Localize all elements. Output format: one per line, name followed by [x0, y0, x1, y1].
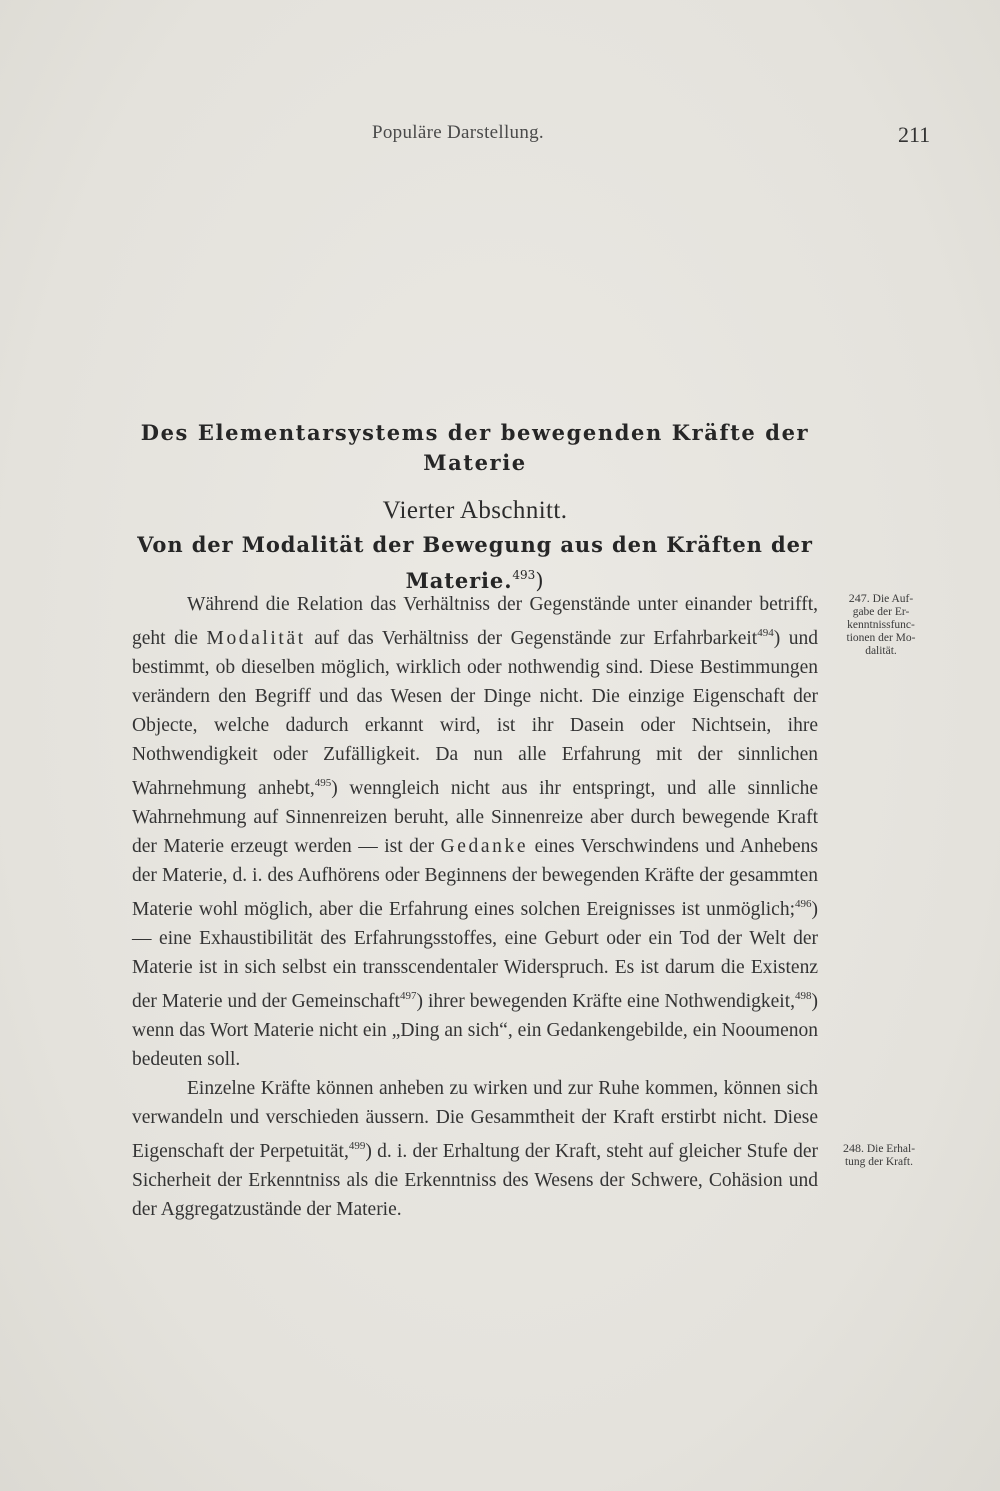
margin-note-text: gabe der Er- — [852, 606, 910, 618]
margin-note-text: dalität. — [865, 645, 897, 657]
margin-note-text: tung der Kraft. — [844, 1156, 914, 1168]
margin-note-248 — [824, 1142, 934, 1169]
footnote-ref-499: 499 — [348, 1140, 366, 1152]
footnote-ref-497: 497 — [399, 990, 417, 1002]
running-head: Populäre Darstellung. — [372, 122, 544, 143]
text-run: Während die Relation das Verhältniss der Gegenstände unter einander betrifft, geht die — [132, 594, 818, 649]
paragraph-1 — [132, 590, 818, 1074]
section-title-word: Materie. — [405, 568, 513, 593]
text-run: eines Verschwindens und Anhebens der Materie, d. i. des Aufhörens oder Beginnens der bewegenden Kräfte der gesammten Materie wohl möglich, aber die Erfahrung eines solchen Ereignisses ist unmöglich; — [132, 836, 818, 920]
page-number: 211 — [898, 122, 931, 147]
footnote-ref-498: 498 — [795, 990, 812, 1002]
text-run: auf das Verhältniss der Gegenstände zur Erfahrbarkeit — [305, 628, 758, 649]
body-text — [132, 590, 818, 1224]
system-title-line-2: Materie — [423, 450, 527, 475]
margin-note-text: Die Auf- — [872, 593, 914, 605]
margin-note-text: Die Erhal- — [866, 1143, 916, 1155]
margin-note-number: 248. — [842, 1141, 864, 1155]
system-title-line-1: Des Elementarsystems der bewegenden Kräfte der — [140, 420, 810, 445]
text-run: ) wenngleich nicht aus ihr entspringt, und alle sinnliche Wahrnehmung auf Sinnenreizen beruht, alle Sinnenreize aber durch bewegende Kraft der Materie erzeugt werden — ist der — [132, 778, 818, 857]
margin-note-text: kenntnissfunc- — [847, 619, 915, 631]
paragraph-2 — [132, 1074, 818, 1224]
section-title-line-1: Von der Modalität der Bewegung aus den Kräften der — [137, 532, 813, 557]
text-run: ) wenn das Wort Materie nicht ein „Ding an sich“, ein Gedankengebilde, ein Nooumenon bedeuten soll. — [132, 991, 819, 1070]
chapter-headings — [120, 418, 830, 596]
margin-note-247 — [826, 592, 936, 658]
footnote-ref-493: 493 — [512, 568, 536, 582]
text-run: ) d. i. der Erhaltung der Kraft, steht auf gleicher Stufe der Sicherheit der Erkenntniss als die Erkenntniss des Wesens der Schwere, Cohäsion und der Aggregatzustände der Materie. — [132, 1141, 818, 1220]
footnote-ref-496: 496 — [795, 898, 812, 910]
section-label: Vierter Abschnitt. — [382, 497, 568, 524]
footnote-ref-495: 495 — [314, 777, 332, 789]
emphasis-gedanke: Gedanke — [440, 836, 529, 857]
footnote-paren: ) — [535, 569, 545, 593]
text-run: Einzelne Kräfte können anheben zu wirken und zur Ruhe kommen, können sich verwandeln und verschieden äussern. Die Gesammtheit der Kraft erstirbt nicht. Diese Eigenschaft der Perpetuität, — [132, 1078, 818, 1162]
text-run: ) und bestimmt, ob dieselben möglich, wirklich oder nothwendig sind. Diese Bestimmungen verändern den Begriff und das Wesen der Dinge nicht. Die einzige Eigenschaft der Objecte, welche dadurch erkannt wird, ist ihr Dasein oder Nichtsein, ihre Nothwendigkeit oder Zufälligkeit. Da nun alle Erfahrung mit der sinnlichen Wahrnehmung anhebt, — [132, 628, 818, 799]
margin-note-text: tionen der Mo- — [846, 632, 916, 644]
emphasis-modalitaet: Modalität — [206, 628, 306, 649]
text-run: ) ihrer bewegenden Kräfte eine Nothwendigkeit, — [416, 991, 796, 1012]
footnote-ref-494: 494 — [757, 627, 774, 639]
margin-note-number: 247. — [848, 591, 870, 605]
text-run: ) — eine Exhaustibilität des Erfahrungsstoffes, eine Geburt oder ein Tod der Welt der Materie ist in sich selbst ein transscendentaler Widerspruch. Es ist darum die Existenz der Materie und der Gemeinschaft — [132, 899, 818, 1012]
